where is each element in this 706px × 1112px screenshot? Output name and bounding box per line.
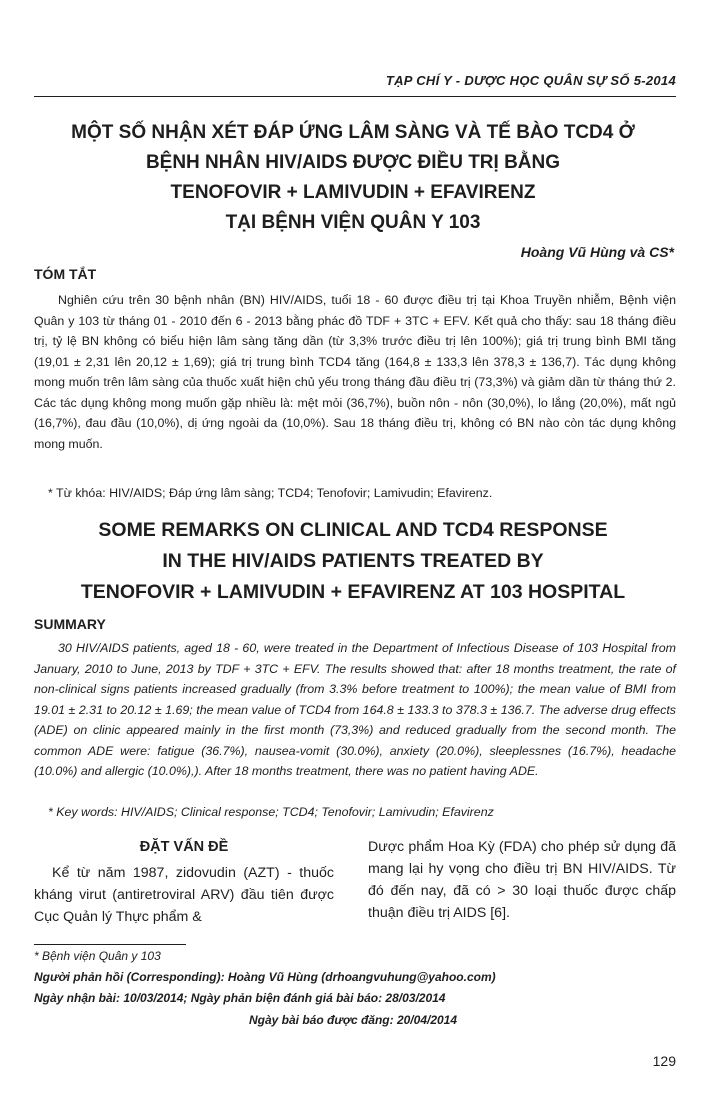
abstract-en-text: 30 HIV/AIDS patients, aged 18 - 60, were treated in the Department of Infectious Disease of 103 Hospital from January, 2010 to June, 2013 by TDF + 3TC + EFV. The results showed that: after 18 months treatment, the rate of non-clinical signs patients increased gradually (from 3.3% before treatment to 100%); the mean value of BMI from 19.01 ± 2.31 to 20.12 ± 1.69; the mean value of TCD4 from 164.8 ± 133.3 to 378.3 ± 136.7. The adverse drug effects (ADE) on clinic appeared mainly in the first month (73,3%) and reduced gradually from the second month. The common ADE were: fatigue (36.7%), nausea-vomit (30.0%), anxiety (20.0%), sleeplessnes (16.7%), headache (10.0%) and allergic (10.0%),). After 18 months treatment, there was no patient having ADE.	[34, 641, 676, 778]
footnote-affiliation: * Bệnh viện Quân y 103	[34, 949, 161, 963]
journal-header: TẠP CHÍ Y - DƯỢC HỌC QUÂN SỰ SỐ 5-2014	[385, 73, 676, 88]
footnote-divider	[34, 944, 186, 945]
footnote-dates: Ngày nhận bài: 10/03/2014; Ngày phản biện đánh giá bài báo: 28/03/2014	[34, 991, 446, 1005]
abstract-vi-heading: TÓM TẮT	[34, 266, 97, 282]
title-english	[20, 515, 686, 608]
title-vi-line: TENOFOVIR + LAMIVUDIN + EFAVIRENZ	[170, 182, 536, 203]
keywords-en: * Key words: HIV/AIDS; Clinical response; TCD4; Tenofovir; Lamivudin; Efavirenz	[48, 805, 494, 819]
title-vi-line: BỆNH NHÂN HIV/AIDS ĐƯỢC ĐIỀU TRỊ BẰNG	[145, 152, 561, 173]
abstract-en-heading: SUMMARY	[34, 616, 106, 632]
abstract-vi-text: Nghiên cứu trên 30 bệnh nhân (BN) HIV/AIDS, tuổi 18 - 60 được điều trị tại Khoa Truyền nhiễm, Bệnh viện Quân y 103 từ tháng 01 - 2010 đến 6 - 2013 bằng phác đồ TDF + 3TC + EFV. Kết quả cho thấy: sau 18 tháng điều trị, tỷ lệ BN không có biểu hiện lâm sàng tăng dần (từ 3,3% trước điều trị lên 100%); giá trị trung bình BMI tăng (19,01 ± 2,31 lên 20,12 ± 1,69); giá trị trung bình TCD4 tăng (164,8 ± 133,3 lên 378,3 ± 136,7). Tác dụng không mong muốn trên lâm sàng của thuốc xuất hiện chủ yếu trong tháng đầu điều trị (73,3%) và giảm dần từ tháng thứ 2. Các tác dụng không mong muốn gặp nhiều là: mệt mỏi (36,7%), buồn nôn - nôn (30,0%), lo lắng (20,0%), mất ngủ (16,7%), đau đầu (10,0%), dị ứng ngoài da (10,0%). Sau 18 tháng điều trị, không có BN nào còn tác dụng không mong muốn.	[34, 293, 676, 451]
title-vi-line: MỘT SỐ NHẬN XÉT ĐÁP ỨNG LÂM SÀNG VÀ TẾ BÀO TCD4 Ở	[71, 122, 635, 143]
authors: Hoàng Vũ Hùng và CS*	[520, 244, 674, 260]
intro-left-text: Kể từ năm 1987, zidovudin (AZT) - thuốc kháng virut (antiretroviral ARV) đầu tiên được Cục Quản lý Thực phẩm &	[34, 865, 334, 925]
page-number: 129	[652, 1053, 676, 1069]
header-divider	[34, 96, 676, 97]
title-vietnamese	[20, 118, 686, 238]
intro-right-column	[368, 836, 676, 924]
title-en-line: TENOFOVIR + LAMIVUDIN + EFAVIRENZ AT 103 HOSPITAL	[80, 581, 626, 603]
title-en-line: SOME REMARKS ON CLINICAL AND TCD4 RESPONSE	[98, 519, 608, 541]
footnote-corresponding: Người phản hồi (Corresponding): Hoàng Vũ Hùng (drhoangvuhung@yahoo.com)	[34, 970, 496, 984]
keywords-vi: * Từ khóa: HIV/AIDS; Đáp ứng lâm sàng; TCD4; Tenofovir; Lamivudin; Efavirenz.	[48, 486, 493, 500]
title-vi-line: TẠI BỆNH VIỆN QUÂN Y 103	[225, 212, 481, 233]
footnote-published: Ngày bài báo được đăng: 20/04/2014	[248, 1013, 458, 1027]
intro-left-column	[34, 836, 334, 928]
intro-heading: ĐẶT VẤN ĐỀ	[139, 839, 229, 855]
intro-right-text: Dược phẩm Hoa Kỳ (FDA) cho phép sử dụng đã mang lại hy vọng cho điều trị BN HIV/AIDS. Từ đó đến nay, đã có > 30 loại thuốc được chấp thuận điều trị AIDS [6].	[368, 839, 676, 921]
title-en-line: IN THE HIV/AIDS PATIENTS TREATED BY	[162, 550, 544, 572]
